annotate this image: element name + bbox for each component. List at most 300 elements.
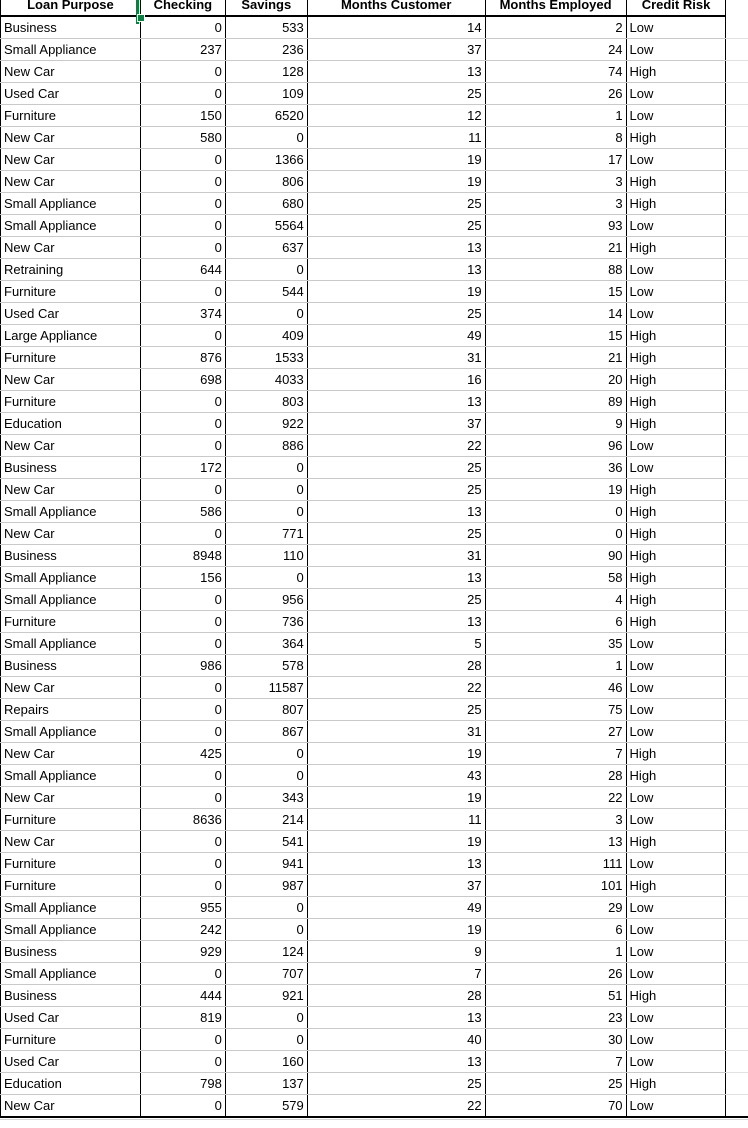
empty-cell[interactable] bbox=[726, 391, 748, 413]
table-cell[interactable]: 580 bbox=[140, 127, 225, 149]
empty-cell[interactable] bbox=[726, 1051, 748, 1073]
table-cell[interactable]: New Car bbox=[1, 831, 141, 853]
table-cell[interactable]: High bbox=[626, 589, 726, 611]
table-cell[interactable]: 12 bbox=[307, 105, 485, 127]
table-cell[interactable]: High bbox=[626, 171, 726, 193]
table-cell[interactable]: 0 bbox=[225, 127, 307, 149]
header-cell[interactable]: Credit Risk bbox=[626, 0, 726, 16]
empty-cell[interactable] bbox=[726, 413, 748, 435]
empty-cell[interactable] bbox=[726, 611, 748, 633]
table-cell[interactable]: New Car bbox=[1, 479, 141, 501]
table-cell[interactable]: High bbox=[626, 325, 726, 347]
table-cell[interactable]: 986 bbox=[140, 655, 225, 677]
table-cell[interactable]: 987 bbox=[225, 875, 307, 897]
table-cell[interactable]: Large Appliance bbox=[1, 325, 141, 347]
empty-cell[interactable] bbox=[726, 655, 748, 677]
table-cell[interactable]: Small Appliance bbox=[1, 589, 141, 611]
table-cell[interactable]: 1533 bbox=[225, 347, 307, 369]
table-cell[interactable]: 409 bbox=[225, 325, 307, 347]
table-cell[interactable]: 7 bbox=[485, 743, 626, 765]
table-cell[interactable]: 236 bbox=[225, 39, 307, 61]
table-cell[interactable]: Low bbox=[626, 435, 726, 457]
table-cell[interactable]: Small Appliance bbox=[1, 919, 141, 941]
table-cell[interactable]: 96 bbox=[485, 435, 626, 457]
table-cell[interactable]: New Car bbox=[1, 677, 141, 699]
table-cell[interactable]: 51 bbox=[485, 985, 626, 1007]
table-cell[interactable]: Small Appliance bbox=[1, 567, 141, 589]
table-cell[interactable]: Furniture bbox=[1, 391, 141, 413]
table-cell[interactable]: 25 bbox=[307, 1073, 485, 1095]
empty-cell[interactable] bbox=[726, 105, 748, 127]
table-cell[interactable]: 31 bbox=[307, 721, 485, 743]
table-cell[interactable]: High bbox=[626, 61, 726, 83]
table-cell[interactable]: 698 bbox=[140, 369, 225, 391]
table-cell[interactable]: 0 bbox=[225, 457, 307, 479]
empty-cell[interactable] bbox=[726, 369, 748, 391]
table-cell[interactable]: 28 bbox=[307, 655, 485, 677]
table-cell[interactable]: 0 bbox=[140, 61, 225, 83]
table-cell[interactable]: Low bbox=[626, 787, 726, 809]
table-cell[interactable]: High bbox=[626, 369, 726, 391]
table-cell[interactable]: 19 bbox=[307, 743, 485, 765]
table-cell[interactable]: 3 bbox=[485, 193, 626, 215]
table-cell[interactable]: 25 bbox=[307, 523, 485, 545]
table-cell[interactable]: 31 bbox=[307, 545, 485, 567]
table-cell[interactable]: 156 bbox=[140, 567, 225, 589]
table-cell[interactable]: 0 bbox=[140, 391, 225, 413]
table-cell[interactable]: Used Car bbox=[1, 303, 141, 325]
table-cell[interactable]: 21 bbox=[485, 237, 626, 259]
table-cell[interactable]: 46 bbox=[485, 677, 626, 699]
header-cell[interactable]: Checking bbox=[140, 0, 225, 16]
table-cell[interactable]: 0 bbox=[140, 633, 225, 655]
table-cell[interactable]: High bbox=[626, 875, 726, 897]
table-cell[interactable]: Low bbox=[626, 853, 726, 875]
table-cell[interactable]: New Car bbox=[1, 523, 141, 545]
table-cell[interactable]: 1 bbox=[485, 941, 626, 963]
table-cell[interactable]: Low bbox=[626, 721, 726, 743]
table-cell[interactable]: Low bbox=[626, 1029, 726, 1051]
table-cell[interactable]: 9 bbox=[485, 413, 626, 435]
table-cell[interactable]: Low bbox=[626, 16, 726, 39]
empty-cell[interactable] bbox=[726, 567, 748, 589]
empty-cell[interactable] bbox=[726, 677, 748, 699]
table-cell[interactable]: 1 bbox=[485, 105, 626, 127]
table-cell[interactable]: High bbox=[626, 611, 726, 633]
table-cell[interactable]: 17 bbox=[485, 149, 626, 171]
table-cell[interactable]: 25 bbox=[307, 303, 485, 325]
table-cell[interactable]: High bbox=[626, 985, 726, 1007]
table-cell[interactable]: 0 bbox=[140, 325, 225, 347]
table-cell[interactable]: 0 bbox=[225, 567, 307, 589]
table-cell[interactable]: 922 bbox=[225, 413, 307, 435]
table-cell[interactable]: 579 bbox=[225, 1095, 307, 1118]
table-cell[interactable]: Small Appliance bbox=[1, 39, 141, 61]
table-cell[interactable]: 8636 bbox=[140, 809, 225, 831]
table-cell[interactable]: 0 bbox=[140, 765, 225, 787]
empty-cell[interactable] bbox=[726, 919, 748, 941]
table-cell[interactable]: 343 bbox=[225, 787, 307, 809]
table-cell[interactable]: 6 bbox=[485, 611, 626, 633]
table-cell[interactable]: 24 bbox=[485, 39, 626, 61]
table-cell[interactable]: 35 bbox=[485, 633, 626, 655]
empty-cell[interactable] bbox=[726, 589, 748, 611]
table-cell[interactable]: 736 bbox=[225, 611, 307, 633]
table-cell[interactable]: High bbox=[626, 1073, 726, 1095]
table-cell[interactable]: 15 bbox=[485, 281, 626, 303]
table-cell[interactable]: 8948 bbox=[140, 545, 225, 567]
table-cell[interactable]: 544 bbox=[225, 281, 307, 303]
table-cell[interactable]: 19 bbox=[307, 787, 485, 809]
header-cell[interactable]: Months Customer bbox=[307, 0, 485, 16]
table-cell[interactable]: 214 bbox=[225, 809, 307, 831]
table-cell[interactable]: 798 bbox=[140, 1073, 225, 1095]
table-cell[interactable]: 109 bbox=[225, 83, 307, 105]
table-cell[interactable]: 37 bbox=[307, 875, 485, 897]
table-cell[interactable]: New Car bbox=[1, 369, 141, 391]
table-cell[interactable]: New Car bbox=[1, 435, 141, 457]
table-cell[interactable]: 58 bbox=[485, 567, 626, 589]
table-cell[interactable]: 921 bbox=[225, 985, 307, 1007]
table-cell[interactable]: 28 bbox=[485, 765, 626, 787]
table-cell[interactable]: 13 bbox=[307, 853, 485, 875]
table-cell[interactable]: 23 bbox=[485, 1007, 626, 1029]
table-cell[interactable]: 586 bbox=[140, 501, 225, 523]
table-cell[interactable]: Furniture bbox=[1, 1029, 141, 1051]
table-cell[interactable]: 22 bbox=[307, 435, 485, 457]
table-cell[interactable]: High bbox=[626, 743, 726, 765]
table-cell[interactable]: High bbox=[626, 193, 726, 215]
table-cell[interactable]: 0 bbox=[140, 237, 225, 259]
table-cell[interactable]: 956 bbox=[225, 589, 307, 611]
table-cell[interactable]: Business bbox=[1, 655, 141, 677]
table-cell[interactable]: 75 bbox=[485, 699, 626, 721]
empty-cell[interactable] bbox=[726, 985, 748, 1007]
table-cell[interactable]: Furniture bbox=[1, 105, 141, 127]
table-cell[interactable]: 16 bbox=[307, 369, 485, 391]
table-cell[interactable]: Low bbox=[626, 457, 726, 479]
table-cell[interactable]: Business bbox=[1, 457, 141, 479]
table-cell[interactable]: Low bbox=[626, 809, 726, 831]
table-cell[interactable]: 0 bbox=[225, 1029, 307, 1051]
table-cell[interactable]: 13 bbox=[307, 1051, 485, 1073]
table-cell[interactable]: 0 bbox=[140, 1095, 225, 1118]
table-cell[interactable]: 0 bbox=[140, 721, 225, 743]
table-cell[interactable]: Furniture bbox=[1, 853, 141, 875]
table-cell[interactable]: 21 bbox=[485, 347, 626, 369]
table-cell[interactable]: 541 bbox=[225, 831, 307, 853]
table-cell[interactable]: 444 bbox=[140, 985, 225, 1007]
table-cell[interactable]: New Car bbox=[1, 787, 141, 809]
table-cell[interactable]: 0 bbox=[140, 699, 225, 721]
table-cell[interactable]: Low bbox=[626, 83, 726, 105]
table-cell[interactable]: 637 bbox=[225, 237, 307, 259]
table-cell[interactable]: New Car bbox=[1, 171, 141, 193]
table-cell[interactable]: 37 bbox=[307, 39, 485, 61]
table-cell[interactable]: Low bbox=[626, 633, 726, 655]
table-cell[interactable]: High bbox=[626, 567, 726, 589]
empty-cell[interactable] bbox=[726, 875, 748, 897]
table-cell[interactable]: Business bbox=[1, 545, 141, 567]
empty-cell[interactable] bbox=[726, 193, 748, 215]
table-cell[interactable]: 49 bbox=[307, 897, 485, 919]
table-cell[interactable]: 19 bbox=[307, 831, 485, 853]
table-cell[interactable]: 867 bbox=[225, 721, 307, 743]
table-cell[interactable]: High bbox=[626, 501, 726, 523]
table-cell[interactable]: 0 bbox=[140, 611, 225, 633]
table-cell[interactable]: 25 bbox=[307, 699, 485, 721]
empty-cell[interactable] bbox=[726, 787, 748, 809]
table-cell[interactable]: 13 bbox=[307, 391, 485, 413]
table-cell[interactable]: Low bbox=[626, 39, 726, 61]
table-cell[interactable]: High bbox=[626, 413, 726, 435]
empty-cell[interactable] bbox=[726, 699, 748, 721]
table-cell[interactable]: 0 bbox=[140, 1051, 225, 1073]
table-cell[interactable]: 0 bbox=[140, 193, 225, 215]
table-cell[interactable]: 22 bbox=[485, 787, 626, 809]
table-cell[interactable]: 27 bbox=[485, 721, 626, 743]
table-cell[interactable]: 90 bbox=[485, 545, 626, 567]
table-cell[interactable]: 7 bbox=[485, 1051, 626, 1073]
table-cell[interactable]: 0 bbox=[225, 765, 307, 787]
table-cell[interactable]: 22 bbox=[307, 677, 485, 699]
empty-cell[interactable] bbox=[726, 1095, 748, 1118]
empty-cell[interactable] bbox=[726, 743, 748, 765]
table-cell[interactable]: 25 bbox=[307, 457, 485, 479]
table-cell[interactable]: 28 bbox=[307, 985, 485, 1007]
table-cell[interactable]: 3 bbox=[485, 171, 626, 193]
table-cell[interactable]: 1366 bbox=[225, 149, 307, 171]
table-cell[interactable]: 0 bbox=[225, 303, 307, 325]
table-cell[interactable]: Low bbox=[626, 303, 726, 325]
empty-cell[interactable] bbox=[726, 435, 748, 457]
table-cell[interactable]: Low bbox=[626, 963, 726, 985]
table-cell[interactable]: Furniture bbox=[1, 809, 141, 831]
table-cell[interactable]: 137 bbox=[225, 1073, 307, 1095]
table-cell[interactable]: 242 bbox=[140, 919, 225, 941]
table-cell[interactable]: 5564 bbox=[225, 215, 307, 237]
table-cell[interactable]: 111 bbox=[485, 853, 626, 875]
table-cell[interactable]: 19 bbox=[307, 281, 485, 303]
empty-cell[interactable] bbox=[726, 633, 748, 655]
table-cell[interactable]: Small Appliance bbox=[1, 765, 141, 787]
empty-cell[interactable] bbox=[726, 501, 748, 523]
table-cell[interactable]: 128 bbox=[225, 61, 307, 83]
table-cell[interactable]: 19 bbox=[485, 479, 626, 501]
table-cell[interactable]: 11 bbox=[307, 809, 485, 831]
table-cell[interactable]: 11587 bbox=[225, 677, 307, 699]
table-cell[interactable]: 13 bbox=[307, 61, 485, 83]
empty-cell[interactable] bbox=[726, 347, 748, 369]
table-cell[interactable]: 30 bbox=[485, 1029, 626, 1051]
table-cell[interactable]: 680 bbox=[225, 193, 307, 215]
table-cell[interactable]: 0 bbox=[140, 171, 225, 193]
table-cell[interactable]: 0 bbox=[225, 897, 307, 919]
empty-cell[interactable] bbox=[726, 1029, 748, 1051]
table-cell[interactable]: Education bbox=[1, 413, 141, 435]
empty-cell[interactable] bbox=[726, 325, 748, 347]
table-cell[interactable]: Low bbox=[626, 281, 726, 303]
table-cell[interactable]: Small Appliance bbox=[1, 501, 141, 523]
table-cell[interactable]: 0 bbox=[225, 259, 307, 281]
empty-cell[interactable] bbox=[726, 1007, 748, 1029]
empty-cell[interactable] bbox=[726, 853, 748, 875]
table-cell[interactable]: 13 bbox=[307, 501, 485, 523]
table-cell[interactable]: 150 bbox=[140, 105, 225, 127]
table-cell[interactable]: 876 bbox=[140, 347, 225, 369]
table-cell[interactable]: Low bbox=[626, 1051, 726, 1073]
empty-cell[interactable] bbox=[726, 237, 748, 259]
table-cell[interactable]: 5 bbox=[307, 633, 485, 655]
table-cell[interactable]: High bbox=[626, 127, 726, 149]
table-cell[interactable]: 941 bbox=[225, 853, 307, 875]
table-cell[interactable]: New Car bbox=[1, 127, 141, 149]
table-cell[interactable]: 3 bbox=[485, 809, 626, 831]
table-cell[interactable]: Low bbox=[626, 919, 726, 941]
table-cell[interactable]: High bbox=[626, 831, 726, 853]
table-cell[interactable]: Used Car bbox=[1, 1051, 141, 1073]
table-cell[interactable]: 11 bbox=[307, 127, 485, 149]
table-cell[interactable]: 22 bbox=[307, 1095, 485, 1118]
table-cell[interactable]: 37 bbox=[307, 413, 485, 435]
table-cell[interactable]: Furniture bbox=[1, 347, 141, 369]
table-cell[interactable]: Business bbox=[1, 941, 141, 963]
table-cell[interactable]: 40 bbox=[307, 1029, 485, 1051]
empty-cell[interactable] bbox=[726, 897, 748, 919]
empty-cell[interactable] bbox=[726, 831, 748, 853]
empty-cell[interactable] bbox=[726, 0, 748, 16]
table-cell[interactable]: 19 bbox=[307, 149, 485, 171]
table-cell[interactable]: Low bbox=[626, 897, 726, 919]
table-cell[interactable]: 0 bbox=[140, 16, 225, 39]
table-cell[interactable]: Business bbox=[1, 985, 141, 1007]
table-cell[interactable]: 172 bbox=[140, 457, 225, 479]
table-cell[interactable]: 803 bbox=[225, 391, 307, 413]
table-cell[interactable]: 13 bbox=[307, 259, 485, 281]
table-cell[interactable]: 644 bbox=[140, 259, 225, 281]
table-cell[interactable]: 0 bbox=[140, 413, 225, 435]
table-cell[interactable]: Low bbox=[626, 105, 726, 127]
table-cell[interactable]: 25 bbox=[307, 589, 485, 611]
table-cell[interactable]: High bbox=[626, 347, 726, 369]
table-cell[interactable]: High bbox=[626, 391, 726, 413]
table-cell[interactable]: 237 bbox=[140, 39, 225, 61]
table-cell[interactable]: High bbox=[626, 765, 726, 787]
empty-cell[interactable] bbox=[726, 523, 748, 545]
table-cell[interactable]: 70 bbox=[485, 1095, 626, 1118]
empty-cell[interactable] bbox=[726, 39, 748, 61]
table-cell[interactable]: 13 bbox=[307, 237, 485, 259]
table-cell[interactable]: Low bbox=[626, 655, 726, 677]
table-cell[interactable]: 0 bbox=[140, 589, 225, 611]
header-cell[interactable]: Months Employed bbox=[485, 0, 626, 16]
table-cell[interactable]: 25 bbox=[307, 215, 485, 237]
table-cell[interactable]: Retraining bbox=[1, 259, 141, 281]
table-cell[interactable]: 25 bbox=[307, 83, 485, 105]
table-cell[interactable]: 25 bbox=[307, 193, 485, 215]
table-cell[interactable]: 14 bbox=[485, 303, 626, 325]
table-cell[interactable]: 25 bbox=[485, 1073, 626, 1095]
table-cell[interactable]: 6520 bbox=[225, 105, 307, 127]
table-cell[interactable]: 819 bbox=[140, 1007, 225, 1029]
table-cell[interactable]: Used Car bbox=[1, 83, 141, 105]
empty-cell[interactable] bbox=[726, 281, 748, 303]
table-cell[interactable]: Furniture bbox=[1, 281, 141, 303]
table-cell[interactable]: 19 bbox=[307, 171, 485, 193]
table-cell[interactable]: 0 bbox=[140, 149, 225, 171]
table-cell[interactable]: 955 bbox=[140, 897, 225, 919]
table-cell[interactable]: Education bbox=[1, 1073, 141, 1095]
table-cell[interactable]: Small Appliance bbox=[1, 721, 141, 743]
table-cell[interactable]: 0 bbox=[140, 853, 225, 875]
table-cell[interactable]: Low bbox=[626, 259, 726, 281]
table-cell[interactable]: 0 bbox=[225, 1007, 307, 1029]
empty-cell[interactable] bbox=[726, 171, 748, 193]
table-cell[interactable]: Furniture bbox=[1, 611, 141, 633]
table-cell[interactable]: 1 bbox=[485, 655, 626, 677]
empty-cell[interactable] bbox=[726, 963, 748, 985]
table-cell[interactable]: 0 bbox=[140, 875, 225, 897]
table-cell[interactable]: Small Appliance bbox=[1, 963, 141, 985]
table-cell[interactable]: High bbox=[626, 237, 726, 259]
empty-cell[interactable] bbox=[726, 457, 748, 479]
fill-handle[interactable] bbox=[137, 14, 145, 22]
table-cell[interactable]: 2 bbox=[485, 16, 626, 39]
table-cell[interactable]: 0 bbox=[225, 501, 307, 523]
table-cell[interactable]: 425 bbox=[140, 743, 225, 765]
table-cell[interactable]: Low bbox=[626, 941, 726, 963]
table-cell[interactable]: 15 bbox=[485, 325, 626, 347]
table-cell[interactable]: Business bbox=[1, 16, 141, 39]
table-cell[interactable]: Low bbox=[626, 215, 726, 237]
empty-cell[interactable] bbox=[726, 259, 748, 281]
table-cell[interactable]: 13 bbox=[485, 831, 626, 853]
table-cell[interactable]: Low bbox=[626, 1007, 726, 1029]
table-cell[interactable]: 0 bbox=[140, 281, 225, 303]
table-cell[interactable]: 124 bbox=[225, 941, 307, 963]
table-cell[interactable]: 14 bbox=[307, 16, 485, 39]
table-cell[interactable]: 29 bbox=[485, 897, 626, 919]
table-cell[interactable]: High bbox=[626, 545, 726, 567]
table-cell[interactable]: 26 bbox=[485, 83, 626, 105]
table-cell[interactable]: 0 bbox=[140, 677, 225, 699]
table-cell[interactable]: 110 bbox=[225, 545, 307, 567]
table-cell[interactable]: 19 bbox=[307, 919, 485, 941]
table-cell[interactable]: Small Appliance bbox=[1, 193, 141, 215]
table-cell[interactable]: 806 bbox=[225, 171, 307, 193]
table-cell[interactable]: 0 bbox=[225, 919, 307, 941]
table-cell[interactable]: 0 bbox=[140, 787, 225, 809]
table-cell[interactable]: 26 bbox=[485, 963, 626, 985]
header-cell[interactable]: Savings bbox=[225, 0, 307, 16]
table-cell[interactable]: 0 bbox=[140, 1029, 225, 1051]
table-cell[interactable]: High bbox=[626, 479, 726, 501]
table-cell[interactable]: 0 bbox=[140, 435, 225, 457]
table-cell[interactable]: 4 bbox=[485, 589, 626, 611]
table-cell[interactable]: 0 bbox=[225, 743, 307, 765]
table-cell[interactable]: 160 bbox=[225, 1051, 307, 1073]
table-cell[interactable]: 101 bbox=[485, 875, 626, 897]
table-cell[interactable]: Small Appliance bbox=[1, 633, 141, 655]
table-cell[interactable]: 578 bbox=[225, 655, 307, 677]
table-cell[interactable]: 49 bbox=[307, 325, 485, 347]
table-cell[interactable]: Repairs bbox=[1, 699, 141, 721]
table-cell[interactable]: 0 bbox=[485, 523, 626, 545]
table-cell[interactable]: 0 bbox=[140, 83, 225, 105]
table-cell[interactable]: New Car bbox=[1, 1095, 141, 1118]
table-cell[interactable]: 0 bbox=[140, 215, 225, 237]
table-cell[interactable]: 0 bbox=[485, 501, 626, 523]
